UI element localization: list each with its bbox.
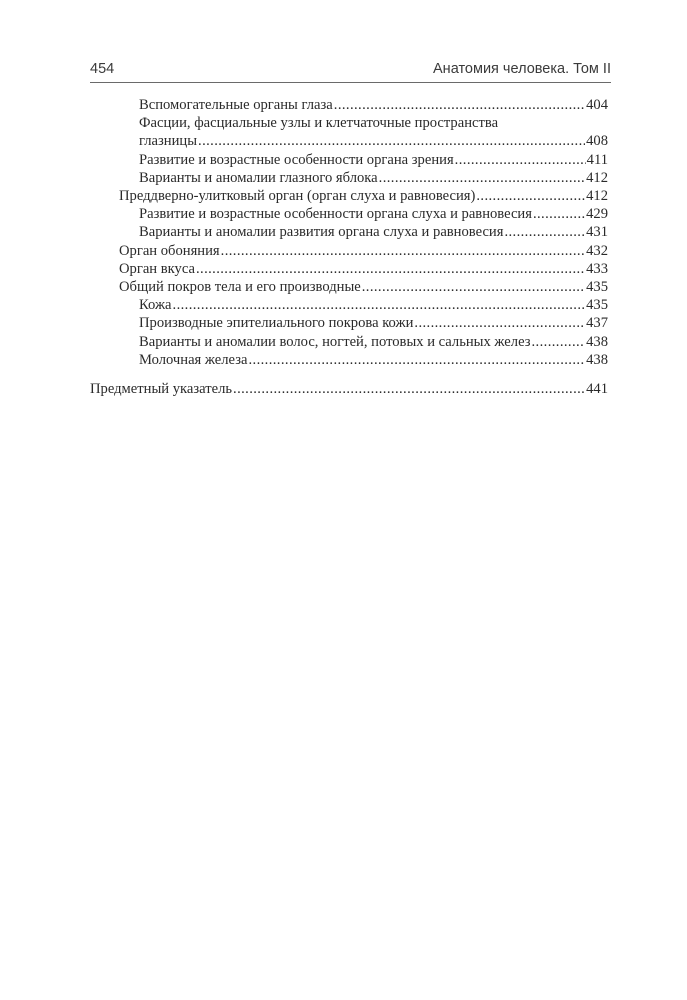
toc-entry-title-line[interactable]: Фасции, фасциальные узлы и клетчаточные пространства [139,115,499,132]
toc-leader-dots [334,96,585,114]
toc-entry-page: 435 [586,297,608,314]
toc-entry[interactable] [90,151,608,169]
toc-entry-title: Общий покров тела и его производные [119,279,361,296]
toc-entry[interactable] [90,333,608,351]
toc-entry-page: 408 [586,133,608,150]
toc-entry[interactable] [90,296,608,314]
toc-leader-dots [533,205,585,223]
toc-leader-dots [233,380,585,398]
toc-leader-dots [379,169,585,187]
toc-entry-title: глазницы [139,133,198,150]
toc-entry-title: Орган обоняния [119,242,220,259]
toc-leader-dots [476,187,585,205]
toc-entry-page: 438 [586,351,608,368]
toc-entry-page: 438 [586,333,608,350]
toc-entry-page: 437 [586,315,608,332]
toc-entry-page: 441 [586,381,608,398]
toc-entry-page: 411 [586,151,608,168]
toc-leader-dots [362,278,585,296]
toc-entry-page: 404 [586,97,608,113]
toc-entry-title: Преддверно-улитковый орган (орган слуха и равновесия) [119,188,476,205]
toc-entry-title: Развитие и возрастные особенности органа слуха и равновесия [139,206,532,223]
toc-entry[interactable] [90,242,608,260]
toc-entry[interactable] [90,205,608,223]
page-header [90,60,611,83]
toc-entry[interactable] [90,260,608,278]
toc-leader-dots [198,132,585,150]
toc-leader-dots [173,296,586,314]
toc-leader-dots [248,351,585,369]
toc-entry-page: 412 [586,188,608,205]
toc-entry[interactable] [90,380,608,398]
toc-leader-dots [221,242,585,260]
toc-entry-title: Кожа [139,297,172,314]
toc-entry[interactable] [90,223,608,241]
toc-entry-title: Производные эпителиального покрова кожи [139,315,414,332]
page-number: 454 [90,61,115,77]
toc-entry[interactable] [90,278,608,296]
toc-entry-page: 433 [586,260,608,277]
toc-entry-title: Вспомогательные органы глаза [139,97,333,113]
toc-leader-dots [504,223,585,241]
running-title: Анатомия человека. Том II [433,61,611,77]
toc-entry-title: Варианты и аномалии глазного яблока [139,169,378,186]
toc-entry-title: Варианты и аномалии волос, ногтей, потовых и сальных желез [139,333,531,350]
toc-entry[interactable] [90,351,608,369]
toc-entry-title: Развитие и возрастные особенности органа зрения [139,151,454,168]
toc-entry-page: 432 [586,242,608,259]
toc-leader-dots [455,151,586,169]
toc-entry-page: 431 [586,224,608,241]
toc-entry-title: Предметный указатель [90,381,233,398]
toc-entry[interactable] [90,96,608,114]
toc-leader-dots [532,333,586,351]
toc-entry-title: Варианты и аномалии развития органа слуха и равновесия [139,224,504,241]
table-of-contents [90,96,608,398]
toc-entry-title: Орган вкуса [119,260,195,277]
toc-entry-page: 435 [586,279,608,296]
toc-entry-page: 429 [586,206,608,223]
toc-entry[interactable] [90,132,608,150]
toc-entry[interactable] [90,314,608,332]
toc-entry-page: 412 [586,169,608,186]
toc-leader-dots [196,260,585,278]
toc-entry[interactable] [90,169,608,187]
toc-entry-title: Молочная железа [139,351,248,368]
toc-leader-dots [414,314,585,332]
toc-entry[interactable] [90,187,608,205]
